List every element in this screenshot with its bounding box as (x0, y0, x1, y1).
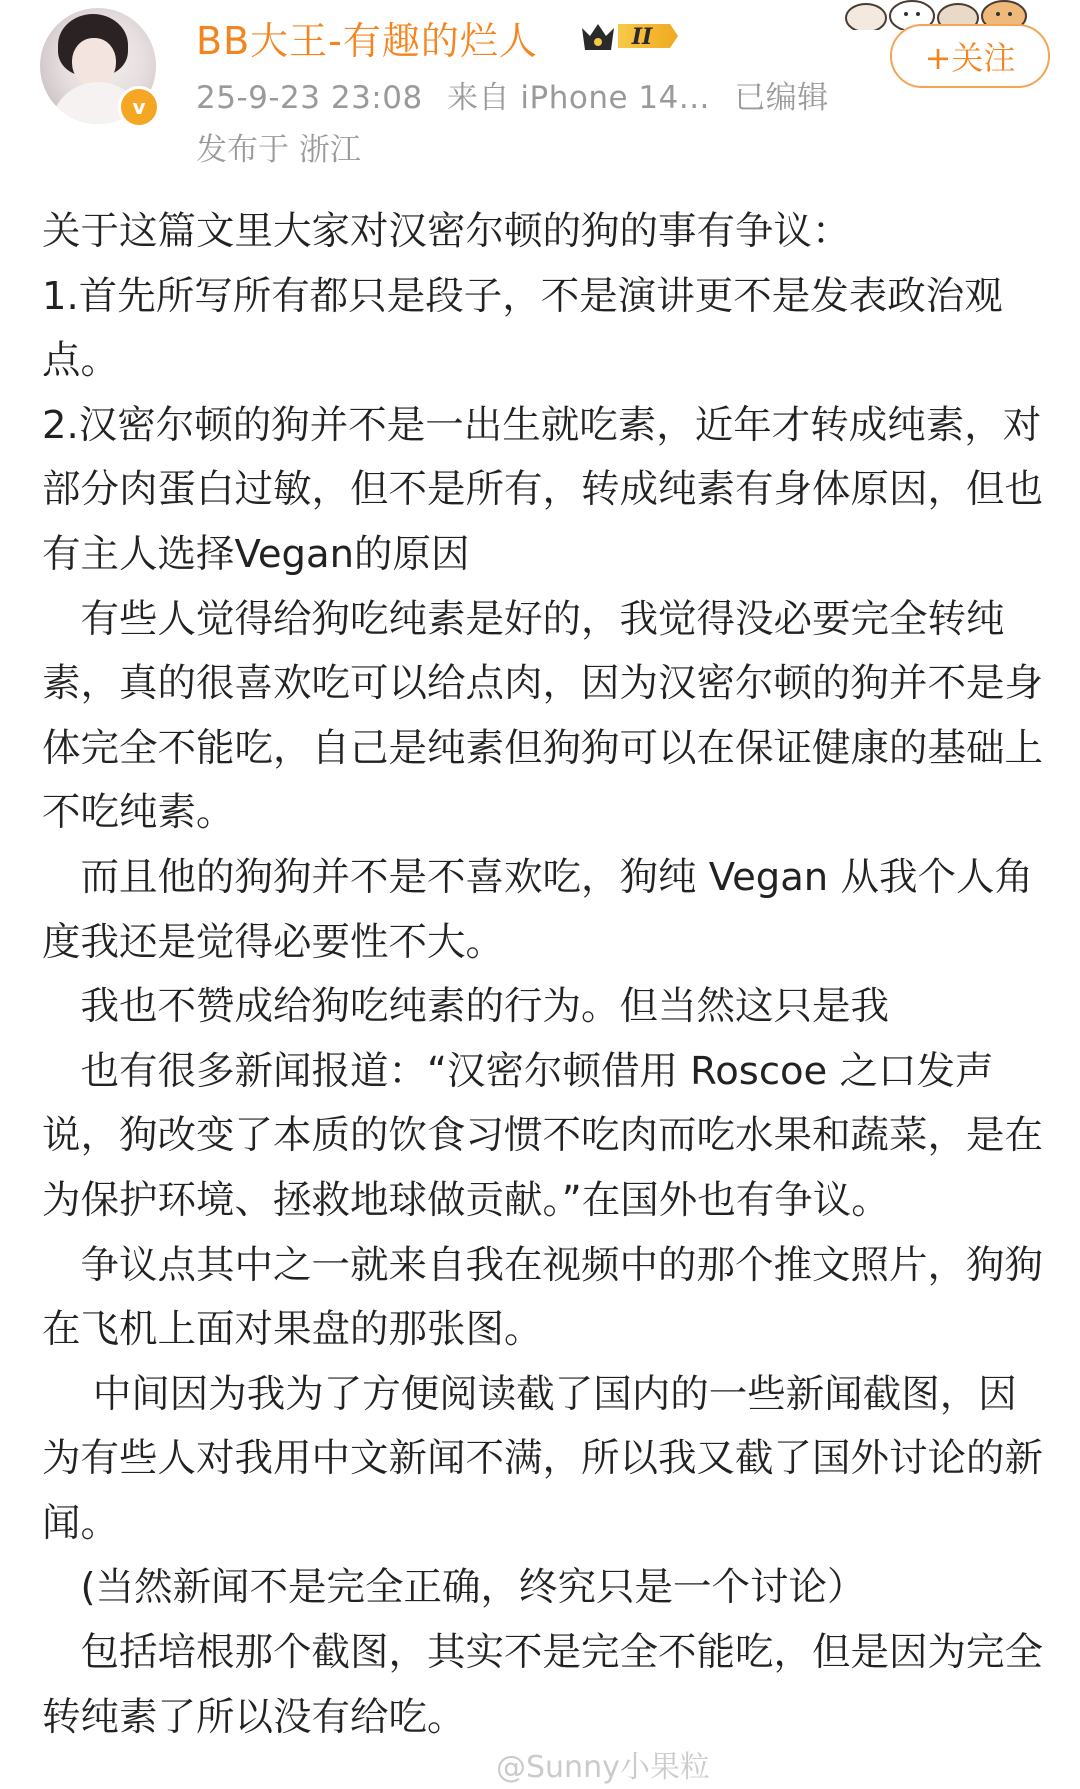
watermark: @Sunny小果粒 (496, 1750, 710, 1785)
username-link[interactable]: BB大王-有趣的烂人 (196, 19, 538, 63)
post-paragraph: 而且他的狗狗并不是不喜欢吃，狗纯 Vegan 从我个人角度我还是觉得必要性不大。 (42, 854, 1033, 965)
post-paragraph: 中间因为我为了方便阅读截了国内的一些新闻截图，因为有些人对我用中文新闻不满，所以我又截了国外讨论的新闻。 (42, 1371, 1044, 1546)
post-paragraph: 2.汉密尔顿的狗并不是一出生就吃素，近年才转成纯素，对部分肉蛋白过敏，但不是所有，转成纯素有身体原因，但也有主人选择Vegan的原因 (42, 402, 1044, 577)
post-timestamp: 25-9-23 23:08 (196, 80, 423, 116)
avatar-face (72, 38, 116, 86)
post-paragraph: 包括培根那个截图，其实不是完全不能吃，但是因为完全转纯素了所以没有给吃。 (42, 1630, 1044, 1740)
post-paragraph: 也有很多新闻报道：“汉密尔顿借用 Roscoe 之口发声说，狗改变了本质的饮食习惯不吃肉而吃水果和蔬菜，是在为保护环境、拯救地球做贡献。”在国外也有争议。 (42, 1048, 1044, 1223)
post-paragraph: 关于这篇文里大家对汉密尔顿的狗的事有争议： (42, 209, 851, 254)
edited-label[interactable]: 已编辑 (734, 80, 829, 116)
post-paragraph: (当然新闻不是完全正确，终究只是一个讨论） (42, 1565, 866, 1611)
follow-button[interactable]: +关注 (890, 24, 1050, 88)
post-header (0, 0, 1080, 170)
post-location: 发布于 浙江 (196, 132, 361, 168)
vip-crown-badge-icon[interactable] (578, 16, 680, 56)
post-paragraph: 1.首先所写所有都只是段子，不是演讲更不是发表政治观点。 (42, 273, 1003, 384)
verified-badge-icon: v (118, 86, 160, 128)
post-paragraph: 争议点其中之一就来自我在视频中的那个推文照片，狗狗在飞机上面对果盘的那张图。 (42, 1242, 1044, 1353)
vip-level-text: II (631, 24, 653, 50)
post-source[interactable]: 来自 iPhone 14... (447, 80, 710, 116)
post-paragraph: 有些人觉得给狗吃纯素是好的，我觉得没必要完全转纯素，真的很喜欢吃可以给点肉，因为汉密尔顿的狗并不是身体完全不能吃，自己是纯素但狗狗可以在保证健康的基础上不吃纯素。 (42, 596, 1044, 836)
post-body (42, 200, 1052, 1750)
post-paragraph: 我也不赞成给狗吃纯素的行为。但当然这只是我 (42, 984, 890, 1030)
post-meta (196, 72, 843, 117)
